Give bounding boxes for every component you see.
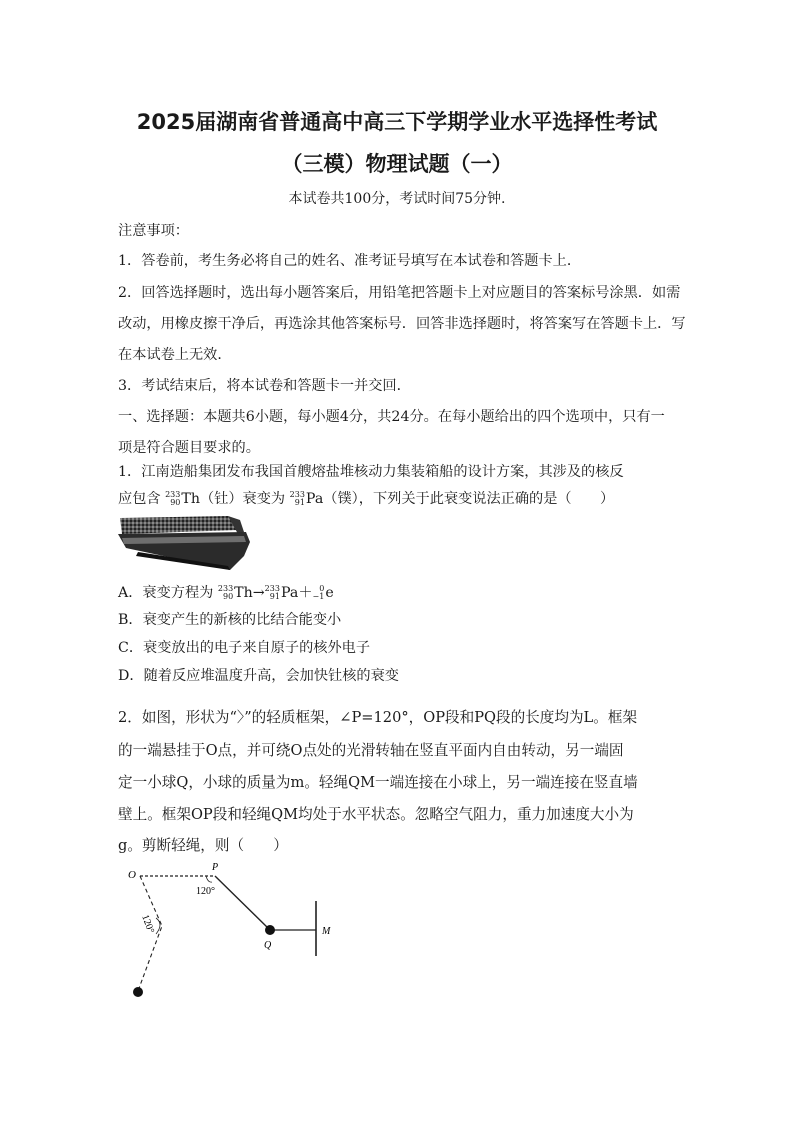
label-angle-o: 120° — [139, 913, 157, 935]
q2-line-4: 壁上。框架OP段和轻绳QM均处于水平状态。忽略空气阻力，重力加速度大小为 — [118, 806, 634, 823]
note-3: 3．考试结束后，将本试卷和答题卡一并交回． — [118, 378, 411, 394]
eq-pa-mass-number: 233 — [264, 584, 280, 593]
th-symbol: Th — [181, 491, 200, 507]
q1-option-c[interactable]: C．衰变放出的电子来自原子的核外电子 — [118, 640, 371, 656]
exam-info: 本试卷共100分，考试时间75分钟. — [288, 191, 506, 207]
th-atomic-number: 90 — [170, 498, 181, 507]
label-o: O — [128, 869, 136, 881]
q1-stem-b-post: （镤），下列关于此衰变说法正确的是（ ） — [323, 491, 615, 507]
protactinium-nuclide — [290, 491, 324, 507]
th-mass-number: 233 — [165, 490, 181, 499]
paper-title-line2: （三模）物理试题（一） — [281, 152, 513, 176]
pa-atomic-number: 91 — [294, 498, 305, 507]
note-2-line-a: 2．回答选择题时，选出每小题答案后，用铅笔把答题卡上对应题目的答案标号涂黑．如需 — [118, 285, 681, 301]
q1-option-d[interactable]: D．随着反应堆温度升高，会加快钍核的衰变 — [118, 668, 399, 684]
ball-q — [265, 925, 275, 935]
q1-stem-b-mid: （钍）衰变为 — [199, 491, 286, 507]
label-q: Q — [264, 940, 272, 951]
q1-stem-b — [118, 488, 614, 508]
pa-symbol: Pa — [305, 491, 324, 507]
eq-th-mass-number: 233 — [217, 584, 234, 593]
option-a-equation — [218, 585, 334, 601]
q1-stem-a: 1．江南造船集团发布我国首艘熔盐堆核动力集装箱船的设计方案，其涉及的核反 — [118, 464, 624, 480]
pa-mass-number: 233 — [289, 490, 305, 499]
label-p: P — [212, 862, 219, 873]
section1-instructions-a: 一、选择题：本题共6小题，每小题4分，共24分。在每小题给出的四个选项中，只有一 — [118, 409, 665, 425]
label-angle-p: 120° — [196, 886, 215, 897]
dashed-frame — [138, 876, 162, 991]
angle-o-arc — [156, 918, 160, 934]
notes-heading: 注意事项： — [118, 223, 189, 239]
q1-option-b[interactable]: B．衰变产生的新核的比结合能变小 — [118, 612, 342, 628]
eq-e-mass-number: 0 — [319, 584, 325, 593]
q2-line-1: 2．如图，形状为“〉”的轻质框架，∠P=120°，OP段和PQ段的长度均为L。框架 — [118, 709, 638, 726]
paper-title-line1: 2025届湖南省普通高中高三下学期学业水平选择性考试 — [136, 110, 658, 134]
q1-stem-b-pre: 应包含 — [118, 491, 161, 507]
eq-th-atomic-number: 90 — [222, 592, 234, 601]
container-ship-image — [118, 512, 252, 574]
eq-th-arrow: Th→ — [234, 585, 265, 601]
q2-line-2: 的一端悬挂于O点，并可绕O点处的光滑转轴在竖直平面内自由转动，另一端固 — [118, 742, 624, 759]
thorium-nuclide — [165, 491, 200, 507]
note-2-line-b: 改动，用橡皮擦干净后，再选涂其他答案标号．回答非选择题时，将答案写在答题卡上．写 — [118, 316, 686, 332]
label-m: M — [322, 926, 331, 937]
ball-lower — [133, 987, 143, 997]
eq-pa-atomic-number: 91 — [269, 592, 280, 601]
note-2-line-c: 在本试卷上无效． — [118, 347, 232, 363]
note-1: 1．答卷前，考生务必将自己的姓名、准考证号填写在本试卷和答题卡上． — [118, 253, 582, 269]
segment-pq — [215, 876, 270, 930]
q2-line-3: 定一小球Q，小球的质量为m。轻绳QM一端连接在小球上，另一端连接在竖直墙 — [118, 774, 638, 791]
q2-line-5: g。剪断轻绳，则（ ） — [118, 837, 288, 854]
q1-option-a-pre: A．衰变方程为 — [118, 585, 214, 601]
eq-pa-plus: Pa＋ — [280, 585, 313, 601]
angle-p-arc — [206, 876, 212, 882]
q2-frame-diagram — [118, 856, 348, 1006]
q1-option-a[interactable] — [118, 582, 334, 602]
section1-instructions-b: 项是符合题目要求的。 — [118, 440, 260, 456]
eq-e-charge-number: −1 — [312, 592, 325, 601]
eq-e-symbol: e — [325, 585, 334, 601]
